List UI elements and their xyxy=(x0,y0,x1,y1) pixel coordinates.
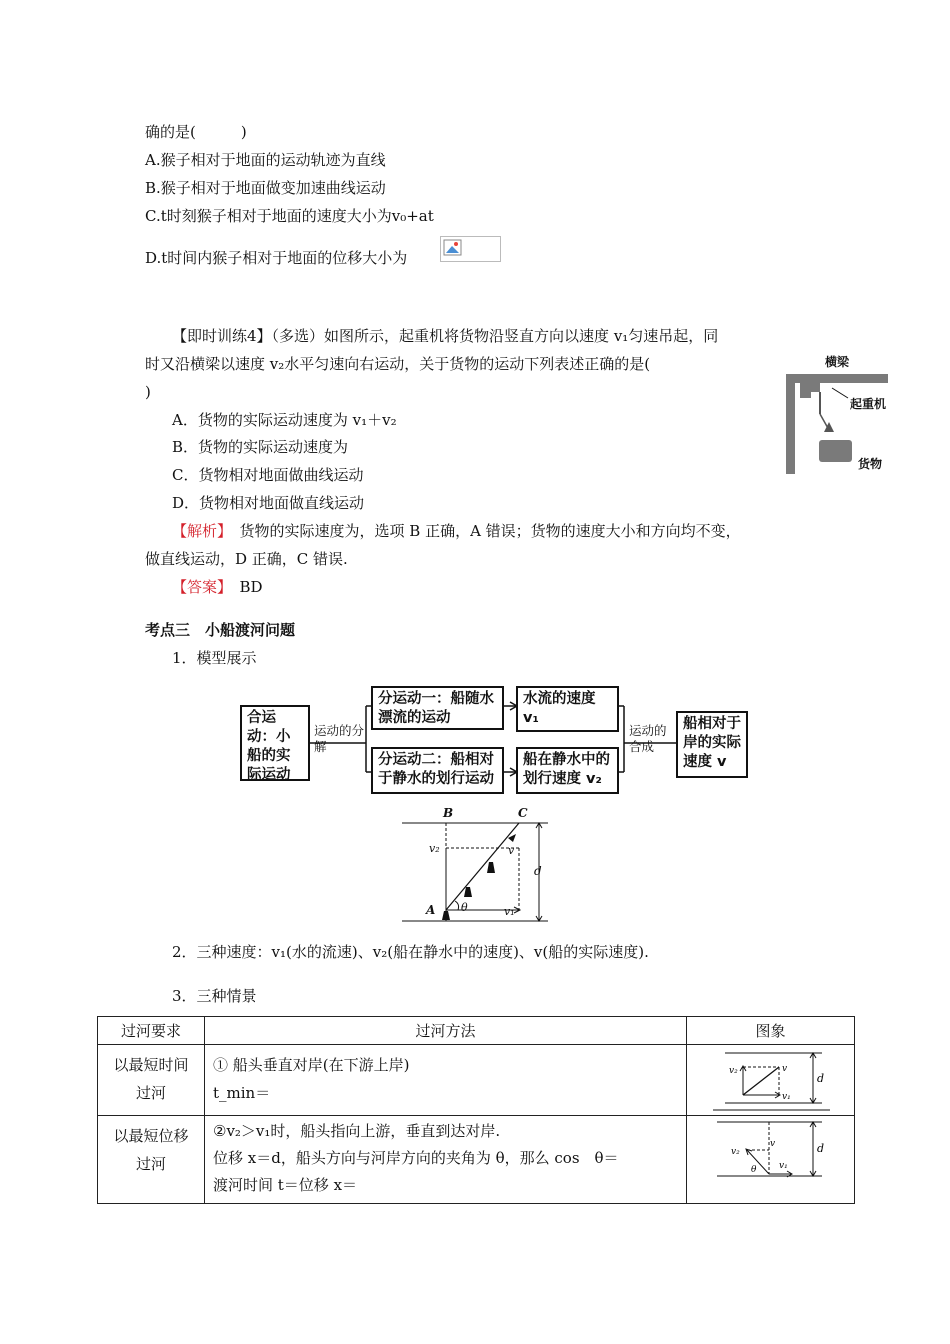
analysis-tag: 【解析】 xyxy=(172,522,225,540)
row2-method xyxy=(205,1116,687,1204)
item-2: 2．三种速度：v₁(水的流速)、v₂(船在静水中的速度)、v(船的实际速度). xyxy=(172,943,649,961)
row2-method-line2: 位移 x＝d，船头方向与河岸方向的夹角为 θ，那么 cos θ＝ xyxy=(213,1149,619,1167)
analysis-line2: 做直线运动，D 正确，C 错误. xyxy=(145,550,348,568)
point-c-label: C xyxy=(518,806,528,820)
point-a-label: A xyxy=(426,903,436,917)
cargo-label: 货物 xyxy=(858,457,883,471)
row1-method xyxy=(205,1045,687,1116)
point-b-label: B xyxy=(443,806,454,820)
v2-label: v₂ xyxy=(429,842,440,855)
sub-motion-2-box: 分运动二：船相对于静水的划行运动 xyxy=(371,747,504,794)
header-requirement: 过河要求 xyxy=(98,1017,205,1045)
option-b: B.猴子相对于地面做变加速曲线运动 xyxy=(145,179,386,197)
svg-text:v: v xyxy=(770,1139,776,1149)
crane-label: 起重机 xyxy=(850,397,887,411)
svg-text:d: d xyxy=(817,1142,825,1155)
svg-text:θ: θ xyxy=(751,1165,757,1175)
analysis-text: 货物的实际速度为，选项 B 正确，A 错误；货物的速度大小和方向均不变， xyxy=(224,522,741,540)
answer-tag: 【答案】 xyxy=(172,578,225,596)
sub-motion-1-box: 分运动一：船随水漂流的运动 xyxy=(371,686,504,730)
analysis-line1 xyxy=(172,521,741,541)
q4-option-b: B．货物的实际运动速度为 xyxy=(172,438,349,456)
water-velocity-box: 水流的速度 v₁ xyxy=(516,686,619,732)
row1-method-line2: t_min＝ xyxy=(213,1084,271,1102)
svg-text:v₂: v₂ xyxy=(731,1147,740,1157)
river-crossing-diagram xyxy=(398,806,560,928)
header-figure: 图象 xyxy=(687,1017,855,1045)
option-d: D.t时间内猴子相对于地面的位移大小为 xyxy=(145,249,408,267)
q4-option-d: D．货物相对地面做直线运动 xyxy=(172,494,365,512)
q4-line1: 【即时训练4】（多选）如图所示，起重机将货物沿竖直方向以速度 v₁匀速吊起，同 xyxy=(172,327,719,345)
q4-line3: ) xyxy=(145,383,151,401)
answer-text: BD xyxy=(224,578,263,596)
row2-method-line1: ②v₂＞v₁时，船头指向上游，垂直到达对岸. xyxy=(213,1122,501,1140)
row2-method-line3: 渡河时间 t＝位移 x＝ xyxy=(213,1176,358,1194)
q4-option-a: A．货物的实际运动速度为 v₁＋v₂ xyxy=(172,411,397,429)
compose-label: 运动的合成 xyxy=(629,723,667,754)
row1-method-line1: ① 船头垂直对岸(在下游上岸) xyxy=(213,1056,410,1074)
svg-text:v₁: v₁ xyxy=(782,1092,791,1102)
item-1: 1．模型展示 xyxy=(172,649,257,667)
theta-label: θ xyxy=(461,901,468,914)
boat-velocity-box: 船在静水中的划行速度 v₂ xyxy=(516,747,619,794)
decompose-label: 运动的分解 xyxy=(314,723,365,754)
v1-label: v₁ xyxy=(504,905,515,918)
combined-motion-box: 合运动：小船的实际运动 xyxy=(240,705,310,781)
actual-velocity-box: 船相对于岸的实际速度 v xyxy=(676,711,748,778)
svg-text:v₂: v₂ xyxy=(729,1066,738,1076)
broken-image-icon xyxy=(440,236,501,262)
d-label: d xyxy=(534,864,542,878)
beam-label: 横梁 xyxy=(825,355,850,369)
q4-line2: 时又沿横梁以速度 v₂水平匀速向右运动，关于货物的运动下列表述正确的是( xyxy=(145,355,651,373)
row2-requirement: 以最短位移过河 xyxy=(98,1116,205,1204)
flow-diagram xyxy=(238,684,753,800)
row1-requirement: 以最短时间过河 xyxy=(98,1045,205,1116)
answer-line xyxy=(172,577,263,597)
crane-figure xyxy=(780,352,900,477)
svg-text:d: d xyxy=(817,1072,825,1085)
item-3: 3．三种情景 xyxy=(172,987,257,1005)
q4-option-c: C．货物相对地面做曲线运动 xyxy=(172,466,364,484)
svg-text:v: v xyxy=(782,1064,788,1074)
option-c: C.t时刻猴子相对于地面的速度大小为v₀+at xyxy=(145,207,434,225)
v-label: v xyxy=(508,844,515,857)
crossing-table xyxy=(97,1016,855,1204)
section-title: 考点三 小船渡河问题 xyxy=(145,621,296,639)
option-a: A.猴子相对于地面的运动轨迹为直线 xyxy=(145,151,386,169)
svg-text:v₁: v₁ xyxy=(779,1161,788,1171)
row2-figure xyxy=(687,1116,855,1204)
header-method: 过河方法 xyxy=(205,1017,687,1045)
question-stem-end: 确的是( ) xyxy=(145,123,247,141)
